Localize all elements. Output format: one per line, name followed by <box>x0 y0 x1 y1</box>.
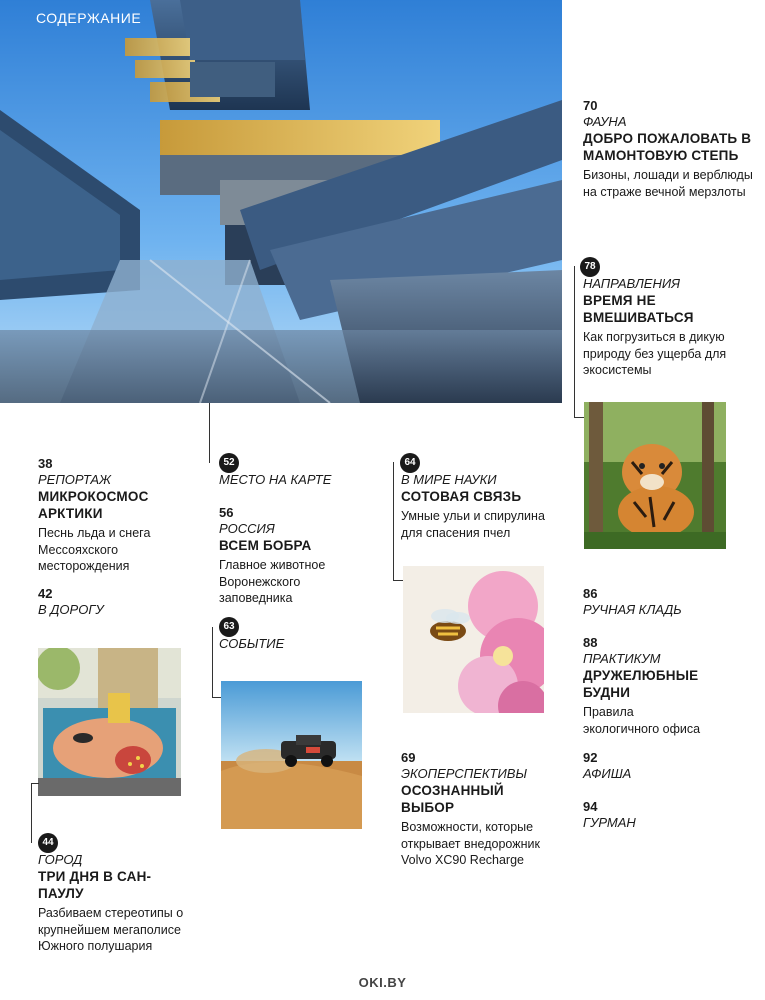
connector-line <box>209 403 210 463</box>
toc-entry-64[interactable] <box>401 472 561 541</box>
category-label: ГОРОД <box>38 852 83 867</box>
category-label: ЭКОПЕРСПЕКТИВЫ <box>401 766 527 781</box>
category-label: РЕПОРТАЖ <box>38 472 111 487</box>
category-label: АФИША <box>583 766 632 781</box>
toc-entry-44[interactable] <box>38 852 208 955</box>
page-badge-64: 64 <box>400 453 420 473</box>
toc-entry-56[interactable] <box>219 505 369 607</box>
page-number: 70 <box>583 98 598 113</box>
article-heading: СОТОВАЯ СВЯЗЬ <box>401 489 522 504</box>
article-heading: ОСОЗНАННЫЙ ВЫБОР <box>401 783 504 815</box>
category-label: РУЧНАЯ КЛАДЬ <box>583 602 682 617</box>
page-badge-44: 44 <box>38 833 58 853</box>
category-label: СОБЫТИЕ <box>219 636 285 651</box>
page-number: 92 <box>583 750 598 765</box>
rally-car-photo <box>221 681 362 829</box>
article-heading: МИКРОКОСМОС АРКТИКИ <box>38 489 149 521</box>
toc-entry-63[interactable] <box>219 636 369 652</box>
toc-entry-86[interactable] <box>583 586 758 618</box>
article-heading: ДРУЖЕЛЮБНЫЕ БУДНИ <box>583 668 699 700</box>
page-number: 94 <box>583 799 598 814</box>
article-heading: ВРЕМЯ НЕ ВМЕШИВАТЬСЯ <box>583 293 694 325</box>
toc-entry-69[interactable] <box>401 750 571 869</box>
toc-entry-94[interactable] <box>583 799 758 831</box>
article-description: Правила экологичного офиса <box>583 705 701 736</box>
toc-entry-88[interactable] <box>583 635 758 737</box>
article-description: Разбиваем стереотипы о крупнейшем мегаполисе Южного полушария <box>38 906 184 953</box>
category-label: НАПРАВЛЕНИЯ <box>583 276 681 291</box>
toc-entry-92[interactable] <box>583 750 758 782</box>
connector-line <box>393 462 394 580</box>
page-number: 69 <box>401 750 416 765</box>
page-badge-63: 63 <box>219 617 239 637</box>
article-description: Главное животное Воронежского заповедника <box>219 558 326 605</box>
article-description: Как погрузиться в дикую природу без ущерба для экосистемы <box>583 330 727 377</box>
category-label: ГУРМАН <box>583 815 636 830</box>
bee-flower-photo <box>403 566 544 713</box>
page-number: 86 <box>583 586 598 601</box>
article-heading: ТРИ ДНЯ В САН-ПАУЛУ <box>38 869 152 901</box>
hero-photo-building <box>0 0 562 403</box>
article-heading: ДОБРО ПОЖАЛОВАТЬ В МАМОНТОВУЮ СТЕПЬ <box>583 131 752 163</box>
watermark: OKI.BY <box>358 975 407 990</box>
category-label: РОССИЯ <box>219 521 275 536</box>
page-badge-78: 78 <box>580 257 600 277</box>
connector-line <box>574 417 584 418</box>
connector-line <box>574 266 575 418</box>
connector-line <box>31 783 32 843</box>
article-description: Возможности, которые открывает внедорожник Volvo XC90 Recharge <box>401 820 540 867</box>
connector-line <box>393 580 403 581</box>
section-title: СОДЕРЖАНИЕ <box>36 10 142 26</box>
connector-line <box>212 627 213 697</box>
toc-entry-52[interactable] <box>219 472 379 488</box>
toc-entry-42[interactable] <box>38 586 188 618</box>
article-description: Бизоны, лошади и верблюды на страже вечной мерзлоты <box>583 168 753 199</box>
category-label: ФАУНА <box>583 114 627 129</box>
category-label: ПРАКТИКУМ <box>583 651 661 666</box>
page-number: 56 <box>219 505 234 520</box>
tiger-photo <box>584 402 726 549</box>
article-description: Песнь льда и снега Мессояхского месторождения <box>38 526 151 573</box>
toc-entry-38[interactable] <box>38 456 208 575</box>
mural-photo <box>38 648 181 796</box>
toc-entry-78[interactable] <box>583 276 758 379</box>
page-number: 88 <box>583 635 598 650</box>
page-badge-52: 52 <box>219 453 239 473</box>
page-number: 38 <box>38 456 53 471</box>
category-label: В ДОРОГУ <box>38 602 104 617</box>
toc-entry-70[interactable] <box>583 98 758 200</box>
article-heading: ВСЕМ БОБРА <box>219 538 312 553</box>
connector-line <box>31 783 39 784</box>
article-description: Умные ульи и спирулина для спасения пчел <box>401 509 545 540</box>
category-label: МЕСТО НА КАРТЕ <box>219 472 332 487</box>
category-label: В МИРЕ НАУКИ <box>401 472 497 487</box>
page-number: 42 <box>38 586 53 601</box>
